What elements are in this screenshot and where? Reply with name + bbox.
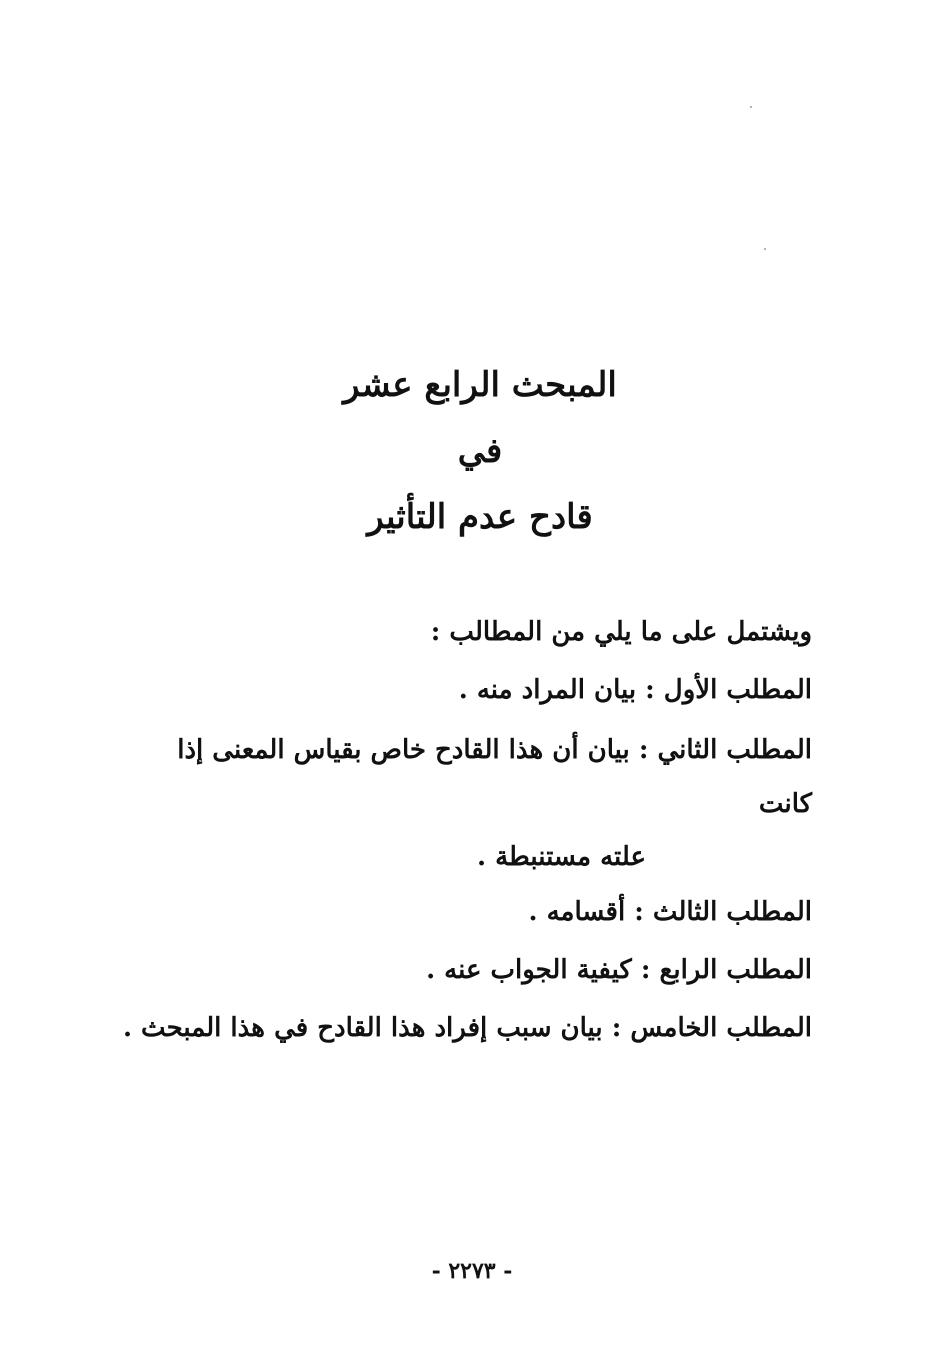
page-number: - ٢٢٧٣ - bbox=[431, 1258, 513, 1284]
scan-speck bbox=[750, 106, 752, 108]
chapter-title-connector: في bbox=[457, 431, 503, 471]
section-text: بيان سبب إفراد هذا القادح في هذا المبحث . bbox=[122, 1013, 603, 1043]
section-text: كيفية الجواب عنه . bbox=[426, 955, 632, 985]
section-item bbox=[122, 661, 812, 719]
section-label: المطلب الثاني : bbox=[638, 735, 812, 765]
intro-line: ويشتمل على ما يلي من المطالب : bbox=[430, 617, 812, 647]
section-label: المطلب الأول : bbox=[645, 675, 812, 705]
section-item bbox=[122, 941, 812, 999]
section-label: المطلب الرابع : bbox=[640, 955, 812, 985]
section-text-continuation: علته مستنبطة . bbox=[477, 842, 646, 872]
section-label: المطلب الخامس : bbox=[611, 1013, 812, 1043]
section-item bbox=[122, 999, 812, 1057]
scan-speck bbox=[764, 248, 766, 250]
chapter-subject: قادح عدم التأثير bbox=[367, 497, 593, 537]
section-item bbox=[122, 723, 812, 883]
section-text: بيان المراد منه . bbox=[458, 675, 637, 705]
section-text: بيان أن هذا القادح خاص بقياس المعنى إذا كانت bbox=[177, 735, 812, 819]
section-label: المطلب الثالث : bbox=[634, 897, 812, 927]
section-item bbox=[122, 883, 812, 941]
chapter-heading bbox=[180, 352, 780, 550]
section-text: أقسامه . bbox=[528, 897, 626, 927]
chapter-title: المبحث الرابع عشر bbox=[343, 365, 617, 405]
sections-list bbox=[122, 603, 812, 1057]
